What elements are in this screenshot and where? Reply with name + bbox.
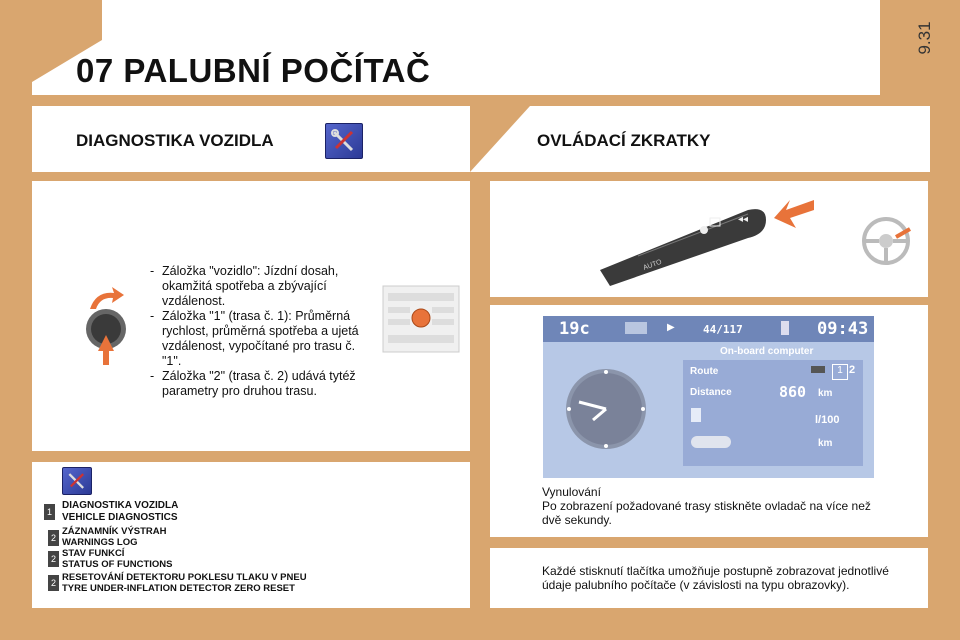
lcd-route-label: Route bbox=[690, 366, 719, 377]
menu-item-line: WARNINGS LOG bbox=[62, 537, 138, 548]
left-bullets bbox=[150, 264, 368, 399]
lcd-distance-label: Distance bbox=[690, 387, 732, 398]
menu-item bbox=[62, 572, 307, 594]
lcd-time: 09:43 bbox=[817, 319, 869, 339]
menu-item-line: STAV FUNKCÍ bbox=[62, 548, 125, 559]
level-badge: 2 bbox=[48, 551, 59, 567]
lcd-fuel-icon bbox=[691, 408, 701, 422]
lcd-distance-value: 860 bbox=[779, 383, 807, 401]
chapter-name: PALUBNÍ POČÍTAČ bbox=[123, 52, 431, 89]
menu-item-line: ZÁZNAMNÍK VÝSTRAH bbox=[62, 526, 167, 537]
level-badge: 2 bbox=[48, 575, 59, 591]
reset-text: Po zobrazení požadované trasy stiskněte ovladač na více než dvě sekundy. bbox=[542, 499, 871, 527]
steering-wheel-icon bbox=[860, 215, 912, 267]
knob-icon bbox=[84, 305, 128, 369]
page-number: 9.31 bbox=[915, 21, 934, 55]
menu-item bbox=[62, 548, 172, 570]
menu-item-line: RESETOVÁNÍ DETEKTORU POKLESU TLAKU V PNEU bbox=[62, 572, 307, 583]
lcd-temperature: 19c bbox=[559, 319, 590, 339]
menu-item-line: TYRE UNDER-INFLATION DETECTOR ZERO RESET bbox=[62, 583, 295, 594]
lcd-unit-km: km bbox=[818, 388, 833, 399]
level-badge: 2 bbox=[48, 530, 59, 546]
left-section-title: DIAGNOSTIKA VOZIDLA bbox=[76, 131, 274, 150]
reset-title: Vynulování bbox=[542, 485, 601, 499]
lcd-tab-1: 1 bbox=[832, 364, 848, 380]
stalk-icon bbox=[598, 200, 768, 288]
lcd-radio-icon bbox=[625, 322, 647, 334]
radio-panel-icon bbox=[382, 285, 460, 353]
orange-arrow-icon bbox=[772, 196, 816, 232]
clock-icon bbox=[565, 368, 647, 450]
lcd-unit-l100: l/100 bbox=[815, 414, 840, 426]
lcd-phone-icon bbox=[781, 321, 789, 335]
stalk-label: AUTO bbox=[642, 258, 663, 272]
bullet-item: - Záložka "2" (trasa č. 2) udává tytéž parametry pro druhou trasu. bbox=[150, 369, 368, 399]
lcd-car-icon bbox=[691, 436, 731, 448]
chapter-title bbox=[76, 52, 430, 90]
lcd-track: 44/117 bbox=[703, 323, 743, 336]
play-icon: ▶ bbox=[667, 322, 675, 333]
level-badge: 1 bbox=[44, 504, 55, 520]
lcd-tab-2: 2 bbox=[849, 364, 856, 376]
lcd-unit-km-2: km bbox=[818, 438, 833, 449]
tools-icon bbox=[325, 123, 363, 159]
bullet-item: - Záložka "vozidlo": Jízdní dosah, okamžitá spotřeba a zbývající vzdálenost. bbox=[150, 264, 368, 309]
bullet-item: - Záložka "1" (trasa č. 1): Průměrná rychlost, průměrná spotřeba a ujetá vzdálenost, vypočítané pro trasu č. "1". bbox=[150, 309, 368, 369]
menu-item-line: VEHICLE DIAGNOSTICS bbox=[62, 512, 178, 523]
menu-item-line: DIAGNOSTIKA VOZIDLA bbox=[62, 500, 179, 511]
lcd-screen bbox=[543, 316, 874, 478]
lcd-heading: On-board computer bbox=[720, 346, 814, 357]
chapter-number: 07 bbox=[76, 52, 114, 89]
menu-item bbox=[62, 526, 167, 548]
lcd-car-tab-icon bbox=[811, 366, 825, 373]
menu-item bbox=[62, 500, 178, 524]
svg-text:◂◂: ◂◂ bbox=[738, 214, 749, 225]
right-section-title: OVLÁDACÍ ZKRATKY bbox=[537, 131, 711, 150]
reset-note bbox=[542, 485, 872, 527]
bottom-text: Každé stisknutí tlačítka umožňuje postupně zobrazovat jednotlivé údaje palubního počítače (v závislosti na typu obrazovky). bbox=[542, 564, 889, 592]
tools-icon bbox=[62, 467, 92, 495]
menu-item-line: STATUS OF FUNCTIONS bbox=[62, 559, 173, 570]
